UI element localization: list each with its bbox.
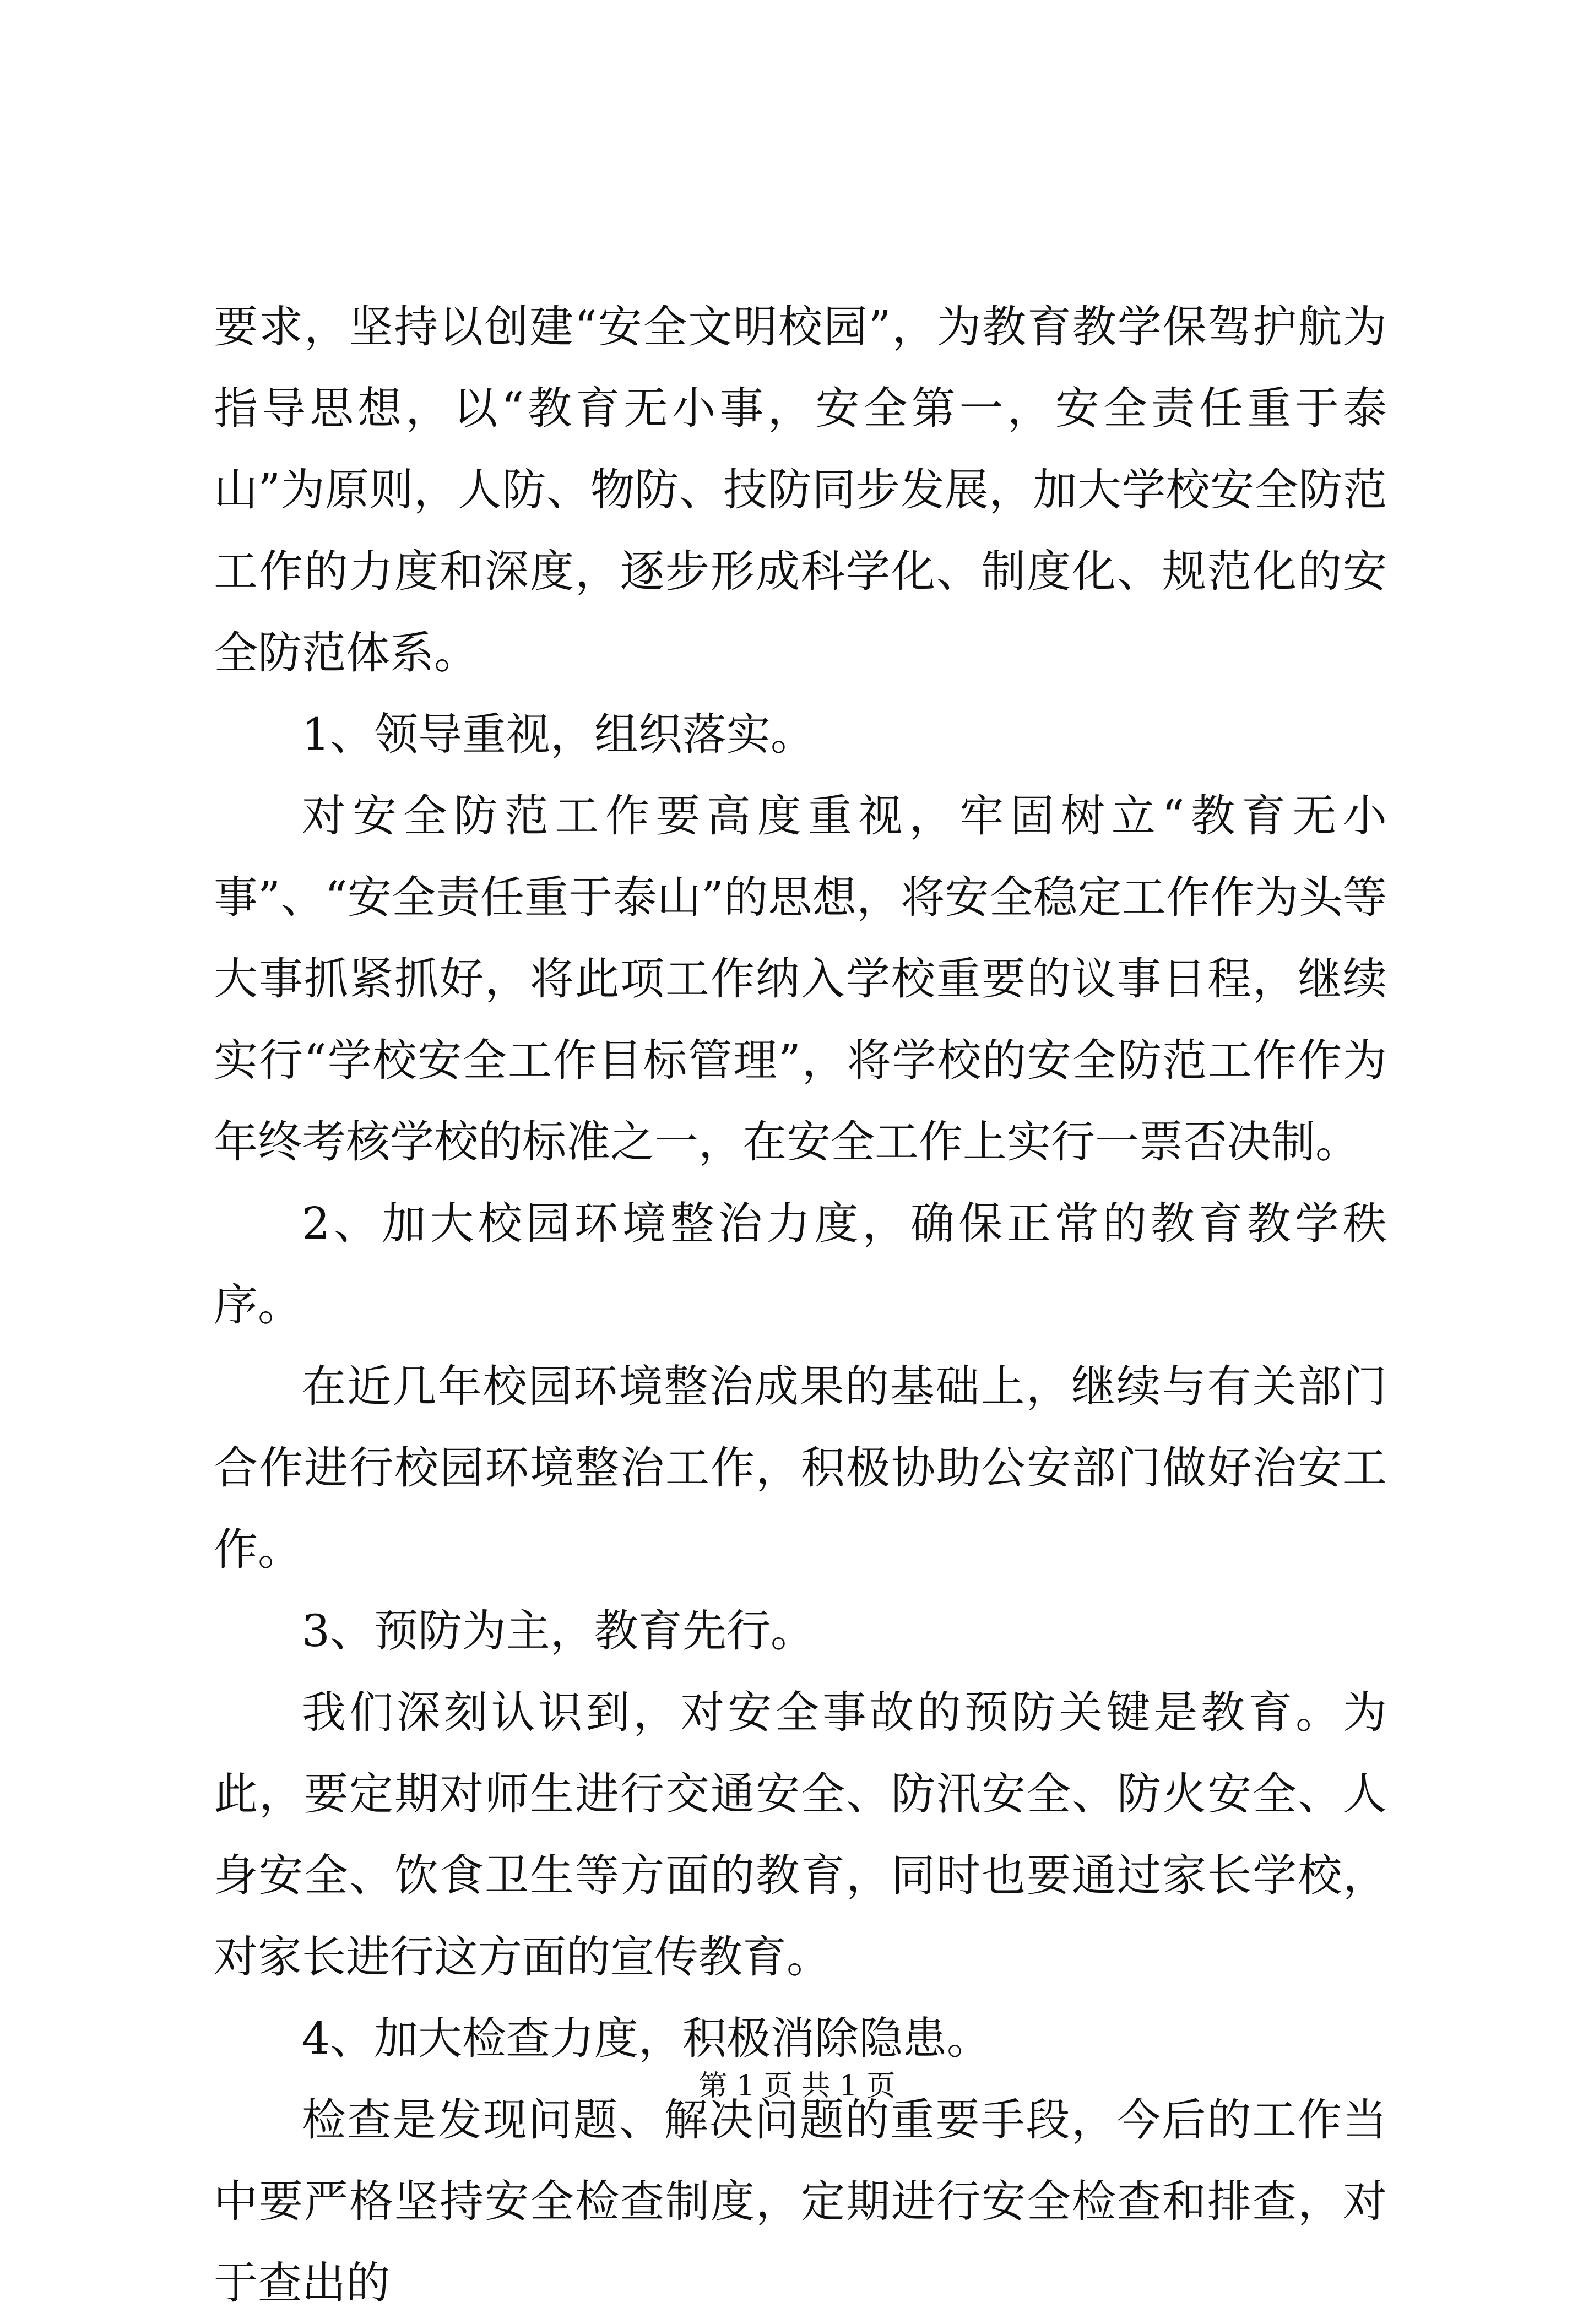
section-heading-3: 3、预防为主，教育先行。: [302, 1605, 815, 1657]
paragraph-section-2: 在近几年校园环境整治成果的基础上，继续与有关部门合作进行校园环境整治工作，积极协助公安部门做好治安工作。: [214, 1361, 1387, 1575]
paragraph-section-3: 我们深刻认识到，对安全事故的预防关键是教育。为此，要定期对师生进行交通安全、防汛安全、防火安全、人身安全、饮食卫生等方面的教育，同时也要通过家长学校，对家长进行这方面的宣传教育。: [214, 1687, 1387, 1983]
section-heading-2: 2、加大校园环境整治力度，确保正常的教育教学秩序。: [214, 1198, 1387, 1331]
page-number-footer: 第 1 页 共 1 页: [698, 2070, 896, 2103]
paragraph-continuation: 要求，坚持以创建“安全文明校园”，为教育教学保驾护航为指导思想，以“教育无小事，安全第一，安全责任重于泰山”为原则，人防、物防、技防同步发展，加大学校安全防范工作的力度和深度，逐步形成科学化、制度化、规范化的安全防范体系。: [214, 301, 1387, 678]
paragraph-section-4: 检查是发现问题、解决问题的重要手段，今后的工作当中要严格坚持安全检查制度，定期进行安全检查和排查，对于查出的: [214, 2094, 1387, 2309]
section-heading-4: 4、加大检查力度，积极消除隐患。: [302, 2013, 991, 2064]
document-body: [214, 286, 1387, 2324]
section-heading-1: 1、领导重视，组织落实。: [302, 709, 815, 760]
paragraph-section-1: 对安全防范工作要高度重视，牢固树立“教育无小事”、“安全责任重于泰山”的思想，将安全稳定工作作为头等大事抓紧抓好，将此项工作纳入学校重要的议事日程，继续实行“学校安全工作目标管理”，将学校的安全防范工作作为年终考核学校的标准之一，在安全工作上实行一票否决制。: [214, 790, 1387, 1168]
